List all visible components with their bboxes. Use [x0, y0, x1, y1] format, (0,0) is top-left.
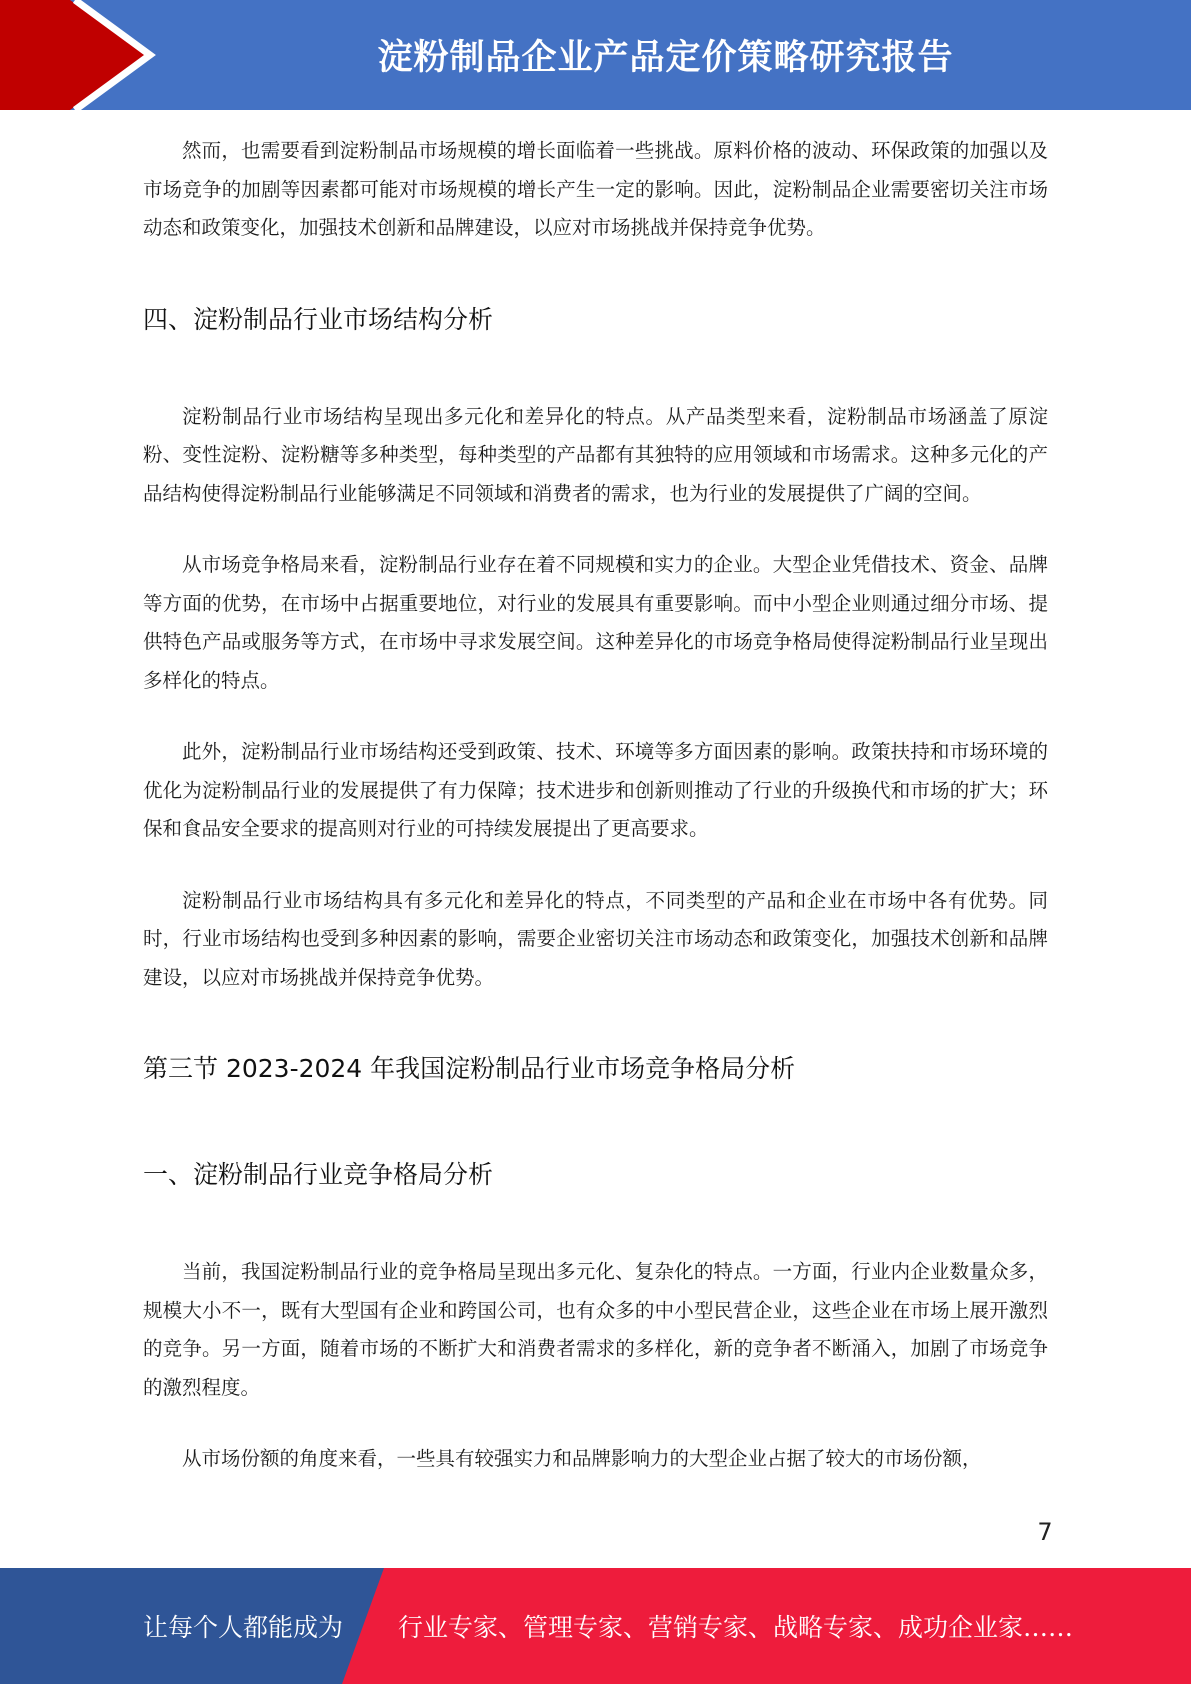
- footer-bar: [0, 1568, 1191, 1684]
- header-red-arrow: [0, 0, 150, 110]
- paragraph-intro: 然而，也需要看到淀粉制品市场规模的增长面临着一些挑战。原料价格的波动、环保政策的加强以及市场竞争的加剧等因素都可能对市场规模的增长产生一定的影响。因此，淀粉制品企业需要密切关注市场动态和政策变化，加强技术创新和品牌建设，以应对市场挑战并保持竞争优势。: [143, 139, 1048, 239]
- footer-slogan-left: 让每个人都能成为: [143, 1613, 344, 1642]
- paragraph-competition-landscape: 当前，我国淀粉制品行业的竞争格局呈现出多元化、复杂化的特点。一方面，行业内企业数量众多，规模大小不一，既有大型国有企业和跨国公司，也有众多的中小型民营企业，这些企业在市场上展开激烈的竞争。另一方面，随着市场的不断扩大和消费者需求的多样化，新的竞争者不断涌入，加剧了市场竞争的激烈程度。: [143, 1260, 1048, 1399]
- footer-slogan-right: 行业专家、管理专家、营销专家、战略专家、成功企业家……: [398, 1613, 1074, 1642]
- page-number: 7: [1037, 1518, 1053, 1546]
- header-arrow-decoration: [0, 0, 160, 110]
- heading-section-3: 第三节 2023-2024 年我国淀粉制品行业市场竞争格局分析: [143, 1054, 796, 1083]
- heading-subsection-1: 一、淀粉制品行业竞争格局分析: [143, 1160, 494, 1189]
- paragraph-summary: 淀粉制品行业市场结构具有多元化和差异化的特点，不同类型的产品和企业在市场中各有优势。同时，行业市场结构也受到多种因素的影响，需要企业密切关注市场动态和政策变化，加强技术创新和品牌建设，以应对市场挑战并保持竞争优势。: [143, 888, 1048, 989]
- document-title: 淀粉制品企业产品定价策略研究报告: [377, 38, 954, 78]
- paragraph-competition: 从市场竞争格局来看，淀粉制品行业存在着不同规模和实力的企业。大型企业凭借技术、资金、品牌等方面的优势，在市场中占据重要地位，对行业的发展具有重要影响。而中小型企业则通过细分市场、提供特色产品或服务等方式，在市场中寻求发展空间。这种差异化的市场竞争格局使得淀粉制品行业呈现出多样化的特点。: [143, 553, 1048, 692]
- paragraph-factors: 此外，淀粉制品行业市场结构还受到政策、技术、环境等多方面因素的影响。政策扶持和市场环境的优化为淀粉制品行业的发展提供了有力保障；技术进步和创新则推动了行业的升级换代和市场的扩大；环保和食品安全要求的提高则对行业的可持续发展提出了更高要求。: [143, 740, 1048, 840]
- heading-section-4: 四、淀粉制品行业市场结构分析: [143, 304, 494, 334]
- paragraph-market-structure: 淀粉制品行业市场结构呈现出多元化和差异化的特点。从产品类型来看，淀粉制品市场涵盖了原淀粉、变性淀粉、淀粉糖等多种类型，每种类型的产品都有其独特的应用领域和市场需求。这种多元化的产品结构使得淀粉制品行业能够满足不同领域和消费者的需求，也为行业的发展提供了广阔的空间。: [143, 404, 1048, 505]
- paragraph-market-share: 从市场份额的角度来看，一些具有较强实力和品牌影响力的大型企业占据了较大的市场份额，: [182, 1447, 982, 1470]
- page-content: [143, 132, 1048, 1479]
- header-bar: [0, 0, 1191, 110]
